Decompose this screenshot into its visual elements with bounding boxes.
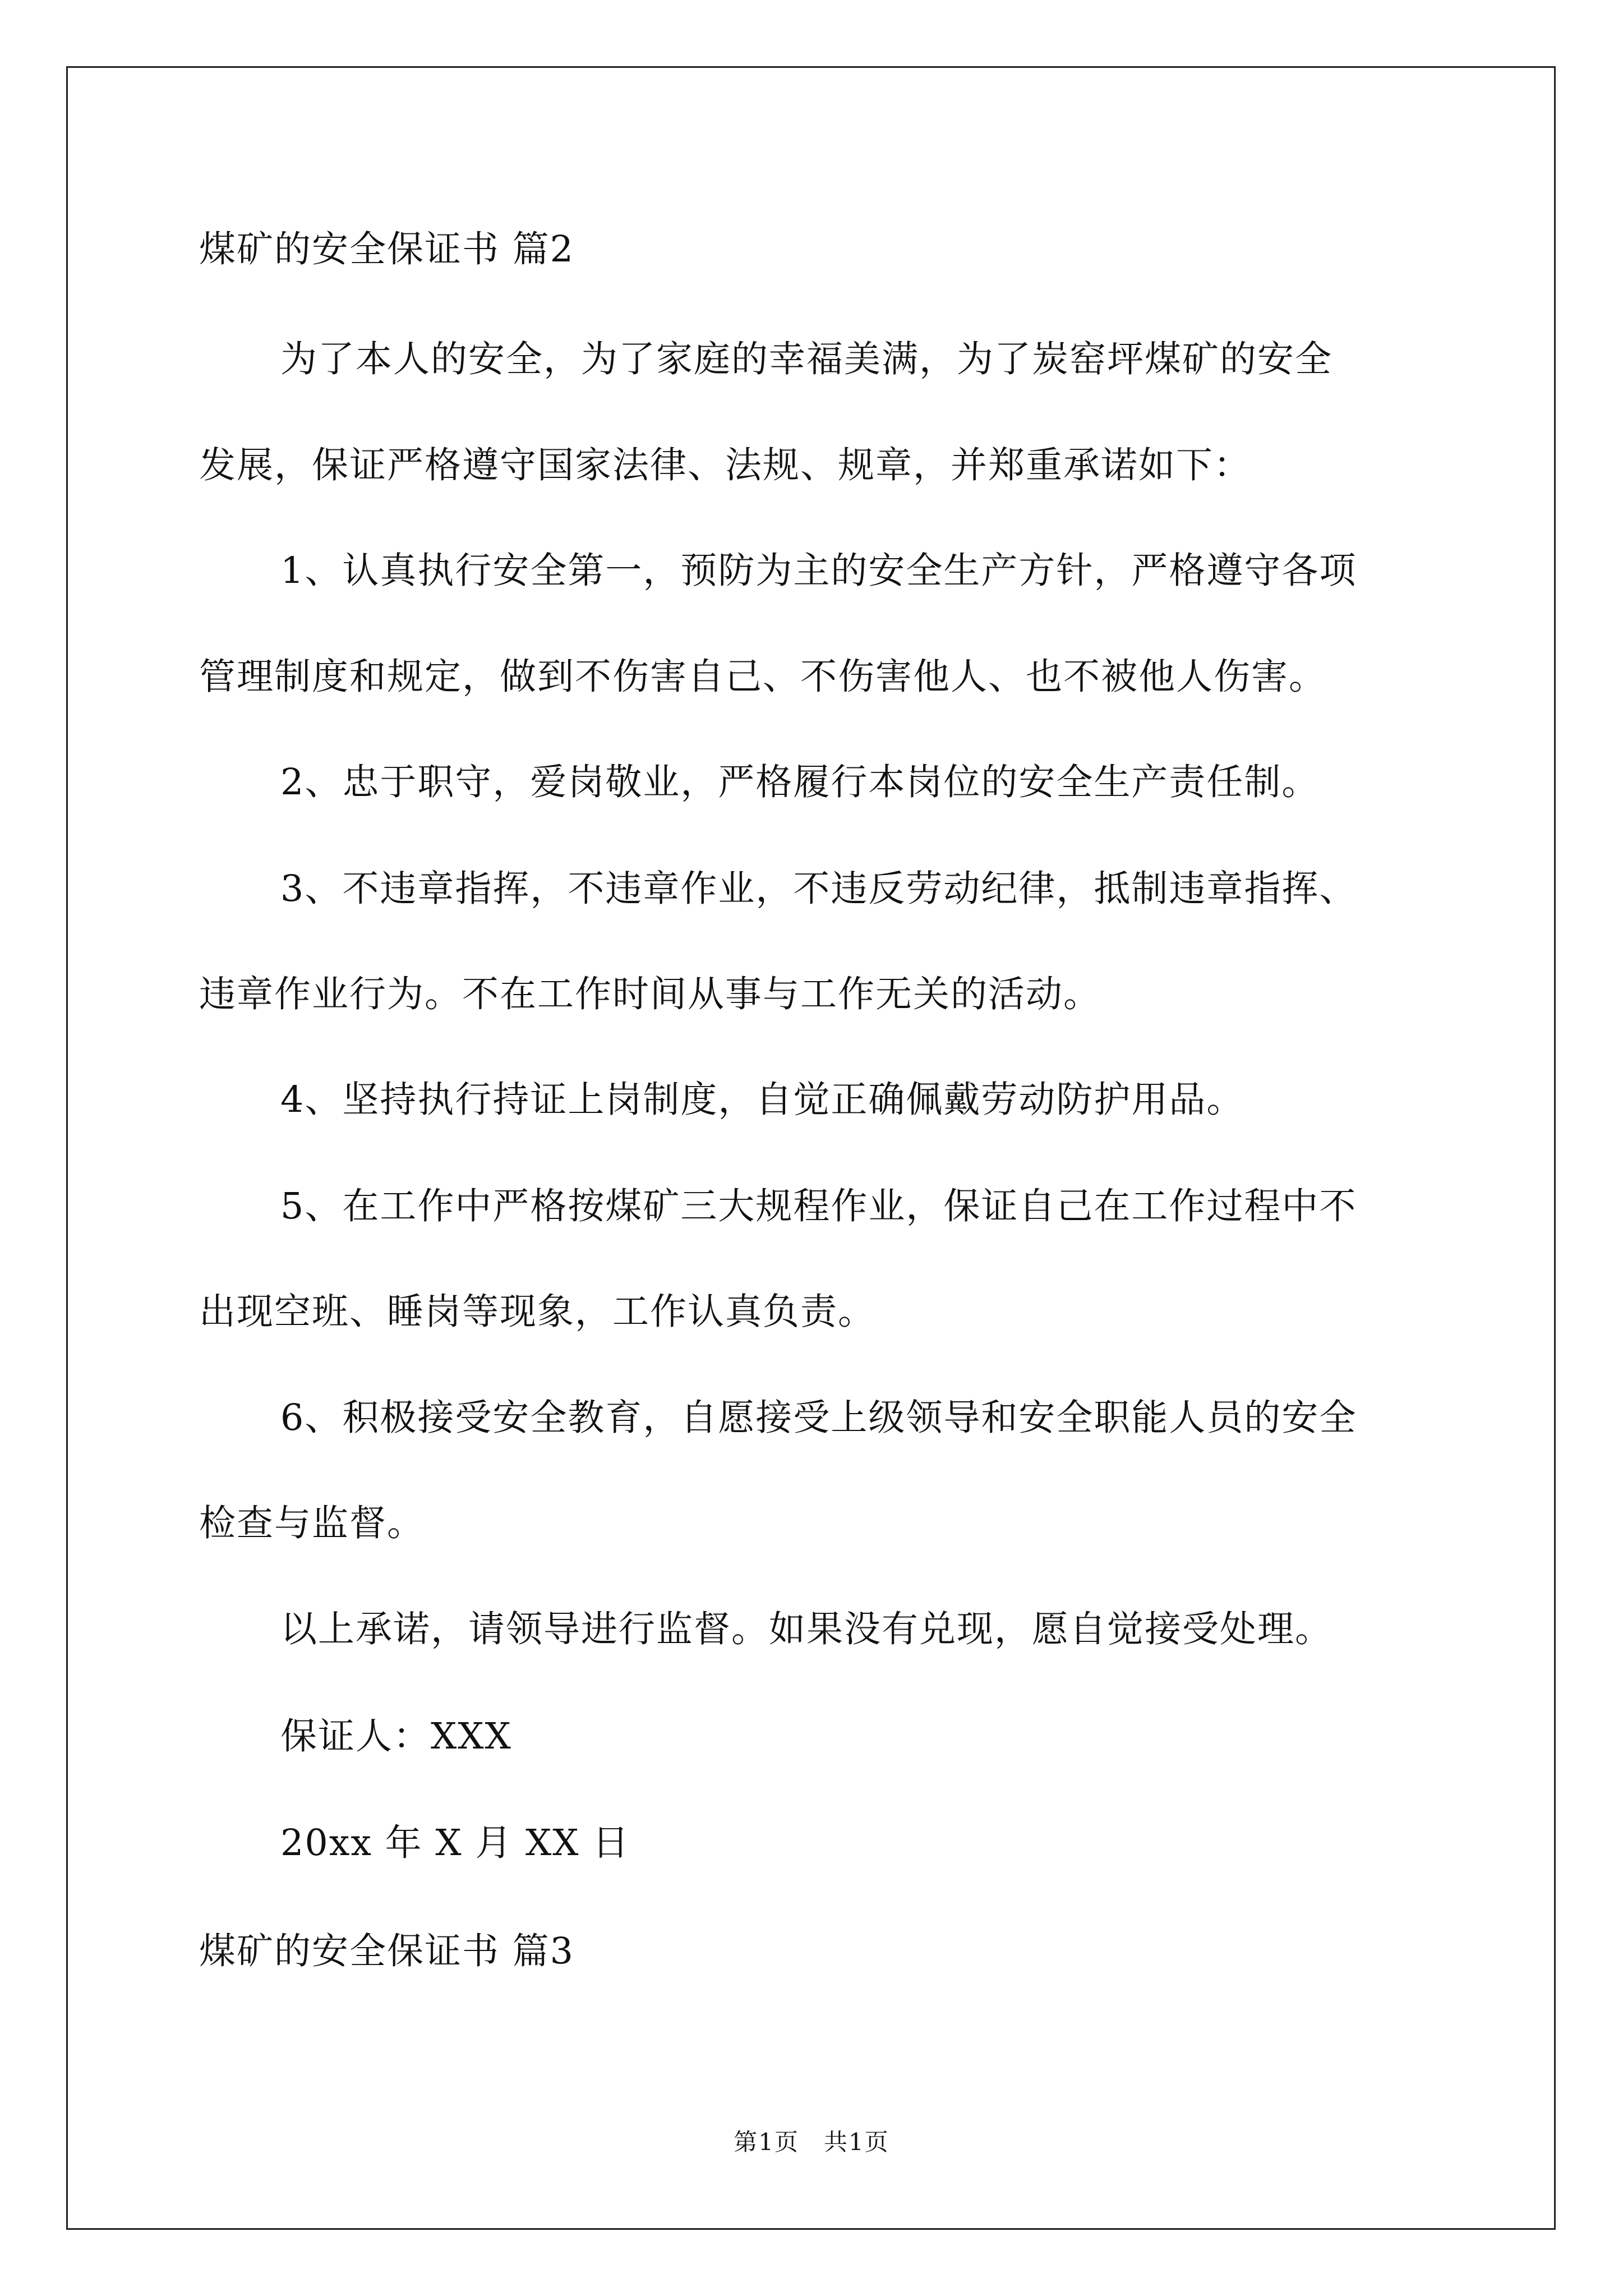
date-line: 20xx 年 X 月 XX 日: [280, 1822, 630, 1864]
list-item-1-line: 管理制度和规定，做到不伤害自己、不伤害他人、也不被他人伤害。: [199, 656, 1327, 698]
page-border: [66, 66, 1556, 2230]
list-item-1-line: 1、认真执行安全第一，预防为主的安全生产方针，严格遵守各项: [280, 550, 1357, 592]
list-item-4: 4、坚持执行持证上岗制度，自觉正确佩戴劳动防护用品。: [280, 1079, 1244, 1121]
guarantor-line: 保证人：XXX: [280, 1715, 512, 1757]
list-item-5-line: 5、在工作中严格按煤矿三大规程作业，保证自己在工作过程中不: [280, 1185, 1357, 1227]
list-item-3-line: 3、不违章指挥，不违章作业，不违反劳动纪律，抵制违章指挥、: [280, 868, 1357, 910]
page-footer: 第1页 共1页: [734, 2128, 889, 2156]
section-title-3: 煤矿的安全保证书 篇3: [199, 1930, 575, 1972]
closing-statement: 以上承诺，请领导进行监督。如果没有兑现，愿自觉接受处理。: [280, 1608, 1333, 1650]
list-item-6-line: 检查与监督。: [199, 1502, 425, 1544]
list-item-2: 2、忠于职守，爱岗敬业，严格履行本岗位的安全生产责任制。: [280, 761, 1320, 803]
list-item-6-line: 6、积极接受安全教育，自愿接受上级领导和安全职能人员的安全: [280, 1397, 1357, 1439]
paragraph-line: 发展，保证严格遵守国家法律、法规、规章，并郑重承诺如下：: [199, 444, 1252, 486]
list-item-5-line: 出现空班、睡岗等现象，工作认真负责。: [199, 1291, 876, 1333]
list-item-3-line: 违章作业行为。不在工作时间从事与工作无关的活动。: [199, 973, 1101, 1015]
section-title-2: 煤矿的安全保证书 篇2: [199, 228, 575, 270]
paragraph-line: 为了本人的安全，为了家庭的幸福美满，为了炭窑坪煤矿的安全: [280, 338, 1333, 380]
